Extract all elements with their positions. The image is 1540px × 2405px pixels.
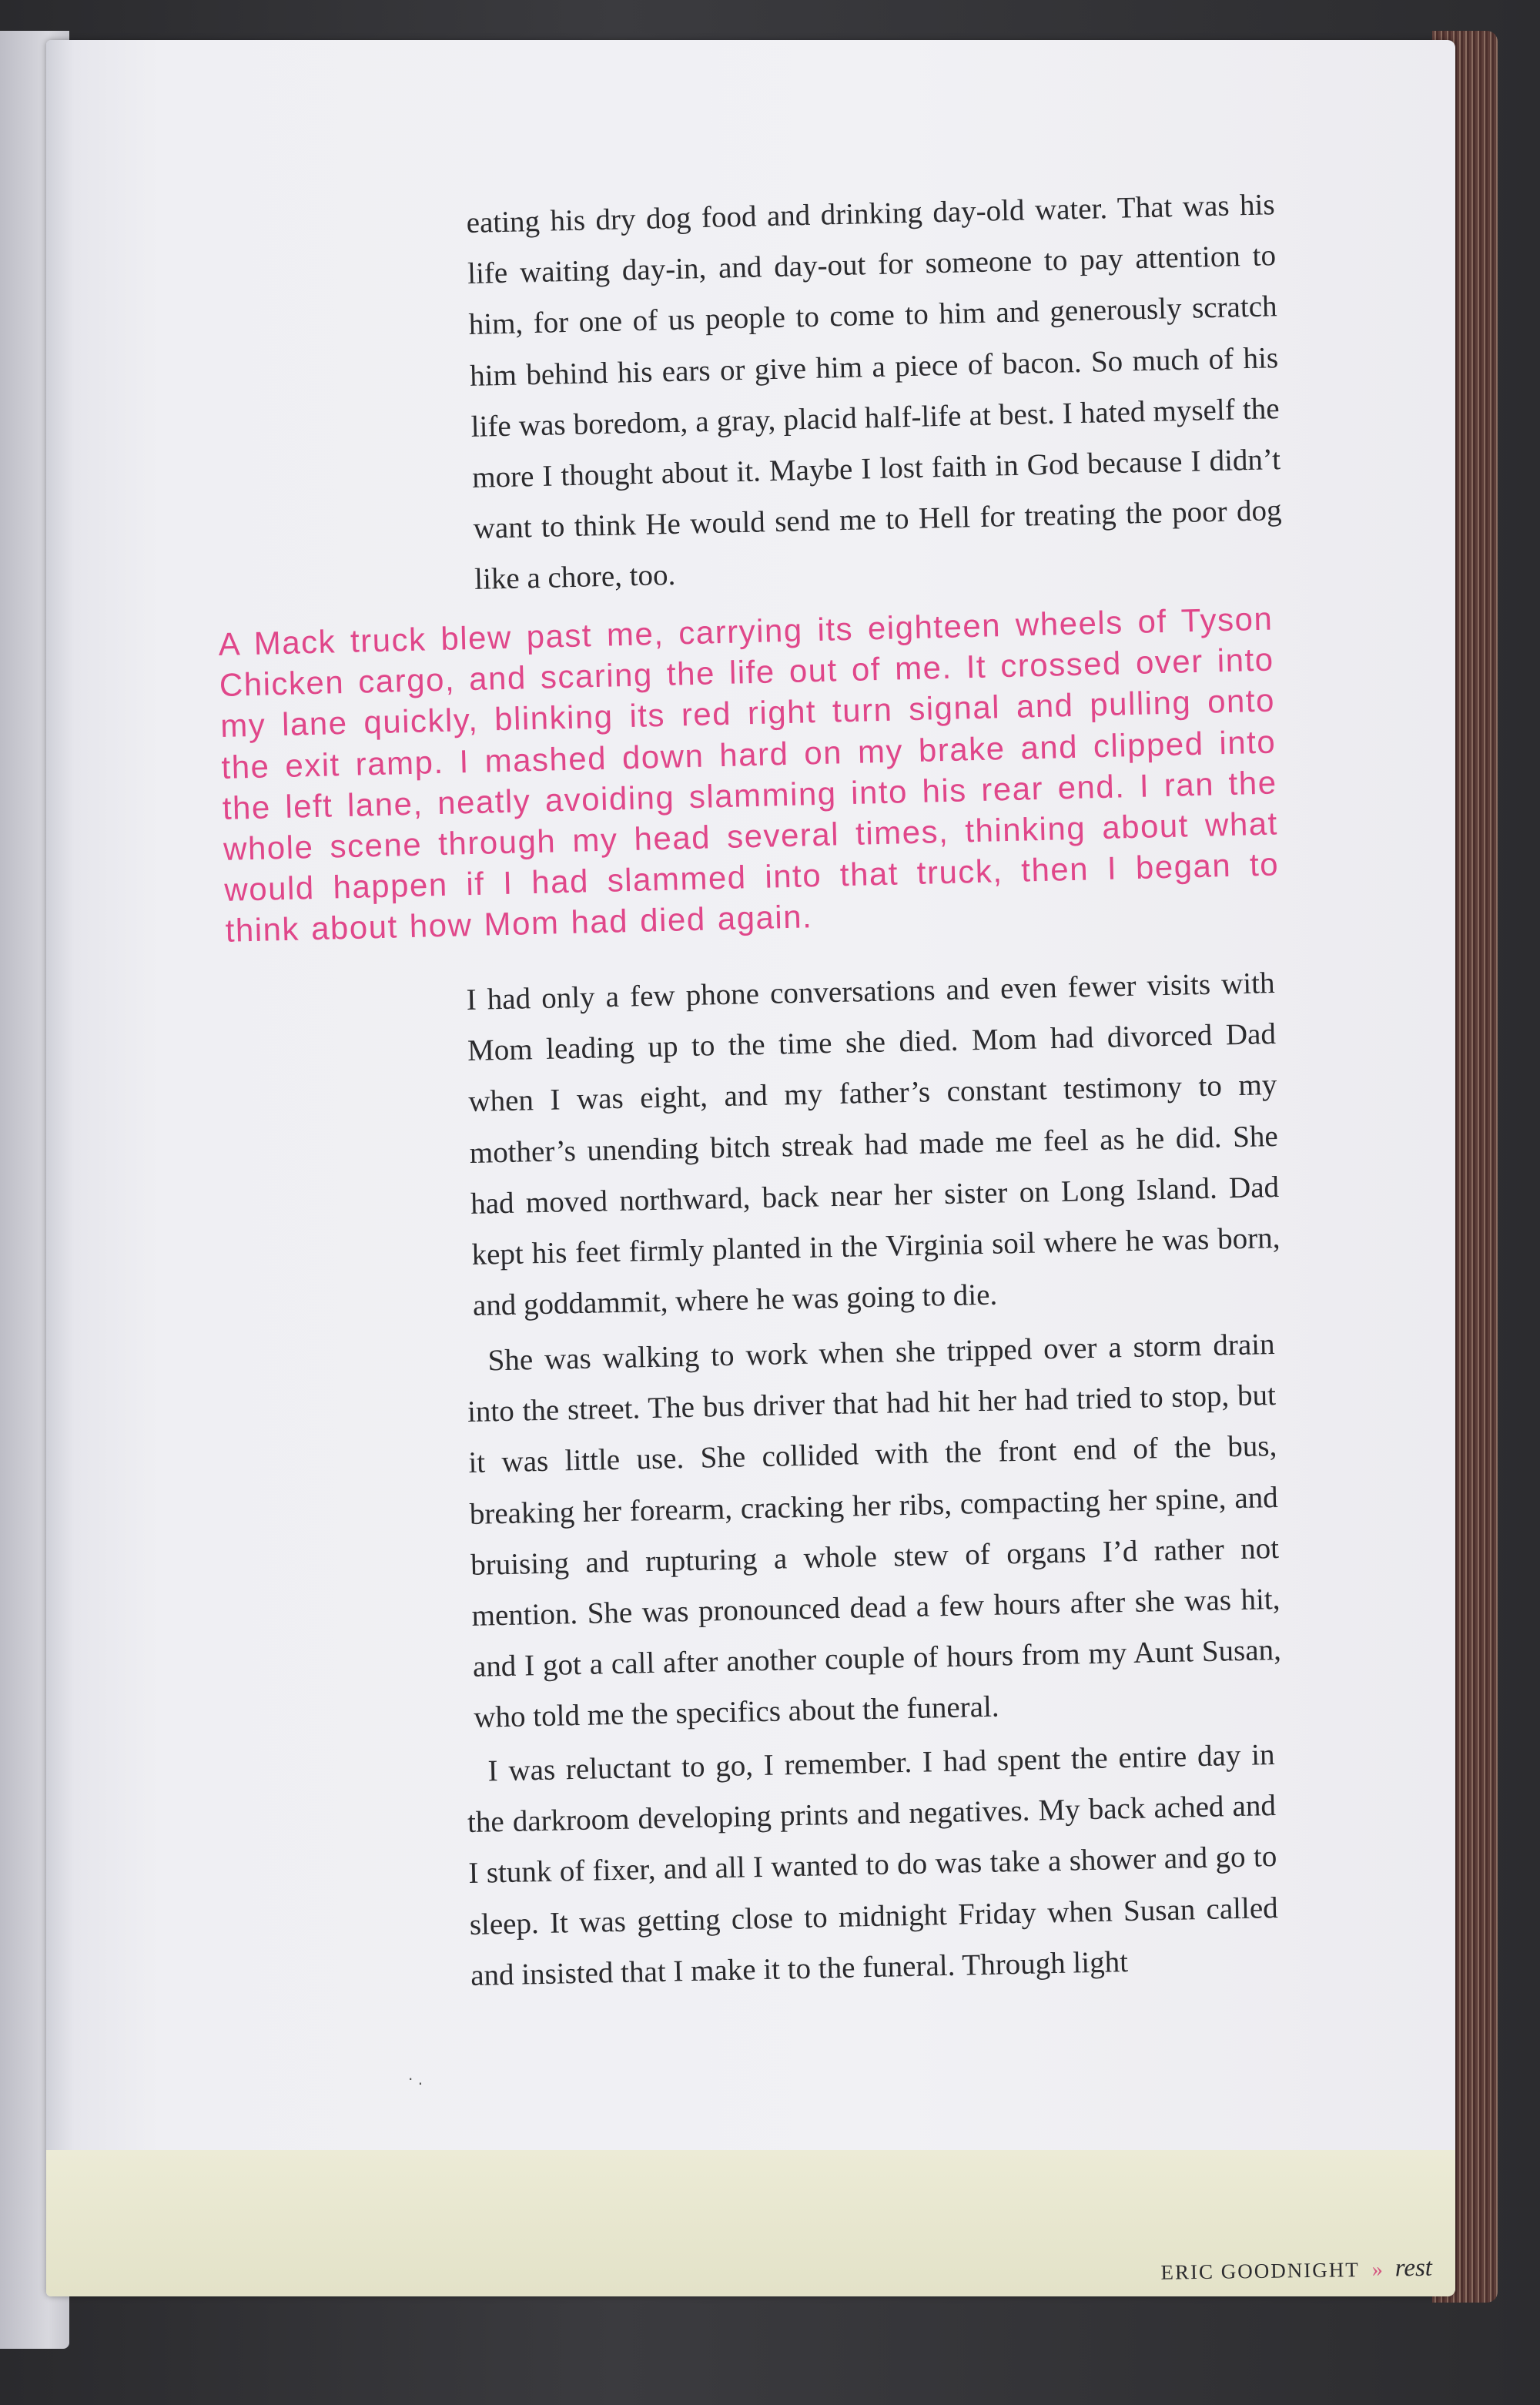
pull-paragraph-truck: A Mack truck blew past me, carrying its eighteen wheels of Tyson Chicken cargo, and scaring the life out of me. It crossed over into my lane quickly, blinking its red right turn signal and pulling onto the exit ramp. I mashed down hard on my brake and clipped into the left lane, neatly avoiding slamming into his rear end. I ran the whole scene through my head several times, thinking about what would happen if I had slammed into that truck, then I began to think about how Mom had died again. <box>218 600 1280 950</box>
footer-separator: » <box>1371 2257 1383 2282</box>
footer-author: ERIC GOODNIGHT <box>1160 2258 1360 2284</box>
footer-title: rest <box>1394 2253 1433 2283</box>
paragraph-mom-divorce: I had only a few phone conversations and even fewer visits with Mom leading up to the time she died. Mom had divorced Dad when I was eight, and my father’s constant testimony to my mother’s unending bitch streak had made me feel as he did. She had moved northward, back near her sister on Long Island. Dad kept his feet firmly planted in the Virginia soil where he was born, and goddammit, where he was going to die. <box>466 966 1281 1323</box>
paragraph-darkroom: I was reluctant to go, I remember. I had spent the entire day in the darkroom developing prints and negatives. My back ached and I stunk of fixer, and all I wanted to do was take a shower and go to sleep. It was getting close to midnight Friday when Susan called and insisted that I make it to the funeral. Through light <box>467 1738 1279 1992</box>
paragraph-dog: eating his dry dog food and drinking day-old water. That was his life waiting day-in, and day-out for someone to pay attention to him, for one of us people to come to him and generously scratch him behind his ears or give him a piece of bacon. So much of his life was boredom, a gray, placid half-life at best. I hated myself the more I thought about it. Maybe I lost faith in God because I didn’t want to think He would send me to Hell for treating the poor dog like a chore, too. <box>466 188 1282 597</box>
paragraph-accident: She was walking to work when she tripped over a storm drain into the street. The bus driver that had hit her had tried to stop, but it was little use. She collided with the front end of the bus, breaking her forearm, cracking her ribs, compacting her spine, and bruising and rupturing a whole stew of organs I’d rather not mention. She was pronounced dead a few hours after she was hit, and I got a call after another couple of hours from my Aunt Susan, who told me the specifics about the funeral. <box>467 1328 1282 1735</box>
running-footer <box>1078 2254 1432 2287</box>
stray-marks: · . <box>408 2070 424 2088</box>
